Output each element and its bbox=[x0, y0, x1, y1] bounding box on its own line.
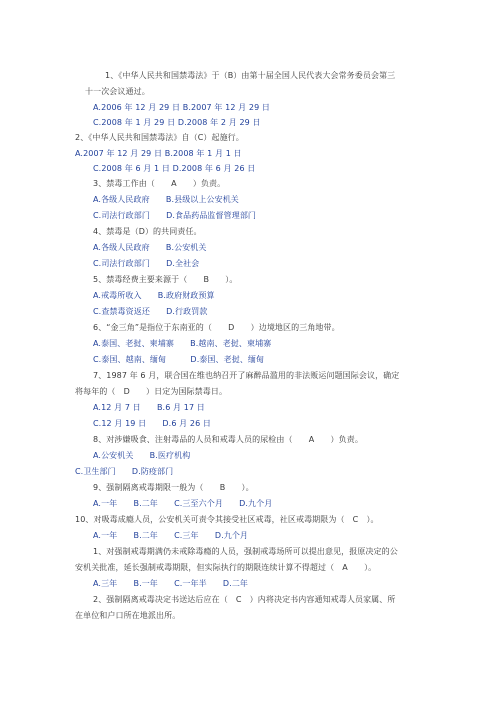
q4-stem: 4、禁毒是（D）的共同责任。 bbox=[93, 227, 202, 236]
q9-options: A.一年 B.二年 C.三至六个月 D.九个月 bbox=[93, 499, 273, 508]
q2-options-cd: C.2008 年 6 月 1 日 D.2008 年 6 月 26 日 bbox=[93, 164, 256, 173]
q7-options-cd: C.12 月 19 日 D.6 月 26 日 bbox=[93, 419, 212, 428]
q3-options-ab: A.各级人民政府 B.县级以上公安机关 bbox=[93, 195, 239, 204]
q5-options-cd: C.查禁毒资返还 D.行政罚款 bbox=[93, 307, 208, 316]
s1-options: A.三年 B.一年 C.一年半 D.二年 bbox=[93, 579, 249, 588]
q2-options-ab: A.2007 年 12 月 29 日 B.2008 年 1 月 1 日 bbox=[75, 149, 242, 158]
q1-options-cd: C.2008 年 1 月 29 日 D.2008 年 2 月 29 日 bbox=[93, 118, 261, 127]
s1-stem-line1: 1、对强制戒毒期满仍未戒除毒瘾的人员，强制戒毒场所可以提出意见，报原决定的公 bbox=[93, 547, 398, 556]
q5-stem: 5、禁毒经费主要来源于（ B ）。 bbox=[93, 275, 238, 284]
q9-stem: 9、强制隔离戒毒期限一般为（ B ）。 bbox=[93, 483, 254, 492]
q8-options-cd: C.卫生部门 D.防疫部门 bbox=[75, 467, 174, 476]
q10-stem: 10、对吸毒成瘾人员，公安机关可责令其接受社区戒毒，社区戒毒期限为（ C ）。 bbox=[75, 515, 379, 524]
q3-stem: 3、禁毒工作由（ A ）负责。 bbox=[93, 179, 226, 188]
q4-options-ab: A.各级人民政府 B.公安机关 bbox=[93, 243, 207, 252]
q1-options-ab: A.2006 年 12 月 29 日 B.2007 年 12 月 29 日 bbox=[93, 103, 271, 112]
q7-stem-line1: 7、1987 年 6 月，联合国在维也纳召开了麻醉品滥用的非法贩运问题国际会议，确定 bbox=[93, 371, 400, 380]
q8-stem: 8、对涉嫌吸食、注射毒品的人员和戒毒人员的尿检由（ A ）负责。 bbox=[93, 435, 363, 444]
q2-stem: 2、《中华人民共和国禁毒法》自（C）起施行。 bbox=[75, 133, 244, 142]
s1-stem-line2: 安机关批准，延长强制戒毒期限，但实际执行的期限连续计算不得超过（ A ）。 bbox=[75, 563, 377, 572]
q6-options-cd: C.泰国、越南、缅甸 D.泰国、老挝、缅甸 bbox=[93, 355, 265, 364]
q7-options-ab: A.12 月 7 日 B.6 月 17 日 bbox=[93, 403, 205, 412]
q7-stem-line2: 将每年的（ D ）日定为国际禁毒日。 bbox=[75, 387, 228, 396]
q6-stem: 6、“金三角”是指位于东南亚的（ D ）边境地区的三角地带。 bbox=[93, 323, 340, 332]
q5-options-ab: A.戒毒所收入 B.政府财政预算 bbox=[93, 291, 215, 300]
q1-stem-line1: 1、《中华人民共和国禁毒法》于（B）由第十届全国人民代表大会常务委员会第三 bbox=[105, 71, 396, 80]
q1-stem-line2: 十一次会议通过。 bbox=[85, 87, 150, 96]
q4-options-cd: C.司法行政部门 D.全社会 bbox=[93, 259, 200, 268]
q10-options: A.一年 B.二年 C.三年 D.九个月 bbox=[93, 531, 249, 540]
q6-options-ab: A.泰国、老挝、柬埔寨 B.越南、老挝、柬埔寨 bbox=[93, 339, 272, 348]
s2-stem-line1: 2、强制隔离戒毒决定书送达后应在（ C ）内将决定书内容通知戒毒人员家属、所 bbox=[93, 595, 396, 604]
s2-stem-line2: 在单位和户口所在地派出所。 bbox=[75, 611, 181, 620]
q8-options-ab: A.公安机关 B.医疗机构 bbox=[93, 451, 191, 460]
q3-options-cd: C.司法行政部门 D.食品药品监督管理部门 bbox=[93, 211, 257, 220]
